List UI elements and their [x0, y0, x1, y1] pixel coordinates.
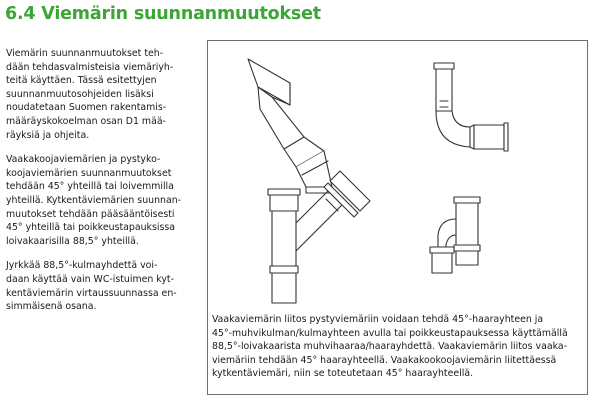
double-45-elbow-drawing [248, 59, 332, 193]
text-line: muutokset tehdään pääsääntöisesti [6, 208, 175, 220]
text-line: kentäviemärin virtaussuunnassa en- [6, 287, 177, 299]
body-text [6, 47, 202, 325]
text-line: Vaakakoojaviemärien ja pystyko- [6, 154, 161, 166]
text-line: räyksiä ja ohjeita. [6, 129, 90, 141]
text-line: daan käyttää vain WC-istuimen kyt- [6, 273, 174, 285]
text-line: koojaviemärien suunnanmuutokset [6, 167, 172, 179]
branch-88-fitting-drawing [430, 197, 480, 273]
text-line: simmäisenä osana. [6, 301, 97, 313]
caption-line: 88,5°-loivakaarista muhvihaaraa/haarayhdettä. Vaakaviemärin liitos vaaka- [212, 341, 567, 353]
text-line: dään tehdasvalmisteisia viemäriyh- [6, 61, 174, 73]
section-heading: 6.4 Viemärin suunnanmuutokset [5, 4, 321, 24]
text-line: 45° yhteillä tai poikkeustapauksissa [6, 222, 175, 234]
text-line: yhteillä. Kytkentäviemärien suunnan- [6, 194, 182, 206]
text-line: Viemärin suunnanmuutokset teh- [6, 48, 164, 59]
text-line: noudatetaan Suomen rakentamis- [6, 102, 167, 114]
caption-line: viemäriin tehdään 45° haarayhteellä. Vaakakookoojaviemärin liitettäessä [212, 354, 557, 366]
text-line: tehdään 45° yhteillä tai loivemmilla [6, 181, 174, 193]
text-line: Jyrkkää 88,5°-kulmayhdettä voi- [6, 260, 158, 272]
caption-line: 45°-muhvikulman/kulmayhteen avulla tai poikkeustapauksessa käyttämällä [212, 327, 568, 339]
caption-line: kytkentäviemäri, niin se toteutetaan 45° haarayhteellä. [212, 368, 474, 380]
paragraph-3 [6, 259, 202, 313]
long-radius-elbow-drawing [434, 63, 508, 151]
pipe-fittings-figure [207, 40, 588, 395]
text-line: määräyskokoelman osan D1 mää- [6, 115, 166, 127]
paragraph-2 [6, 153, 202, 248]
paragraph-1 [6, 47, 202, 142]
figure-caption [212, 313, 584, 381]
text-line: loivakaarisilla 88,5° yhteillä. [6, 235, 139, 247]
caption-line: Vaakaviemärin liitos pystyviemäriin voidaan tehdä 45°-haarayhteen ja [212, 314, 544, 325]
text-line: suunnanmuutosohjeiden lisäksi [6, 88, 154, 100]
pipe-fittings-drawing [208, 41, 589, 309]
text-line: teitä käyttäen. Tässä esitettyjen [6, 75, 157, 87]
